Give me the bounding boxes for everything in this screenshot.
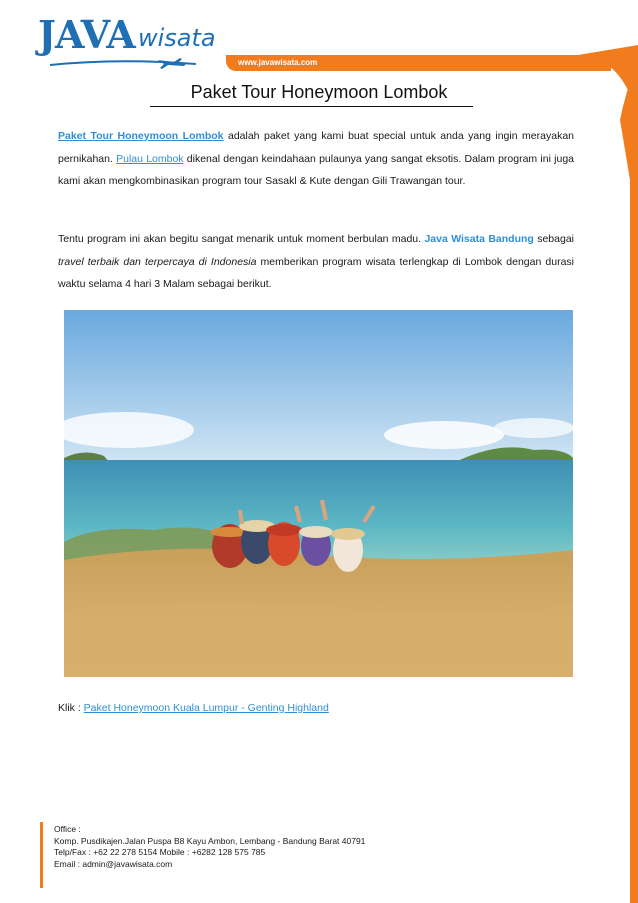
java-wisata-bandung-link[interactable]: Java Wisata Bandung [424, 233, 534, 245]
para2-italic: travel terbaik dan terpercaya di Indonesia [58, 255, 257, 268]
para1-text2: dikenal dengan keindahaan pulaunya yang sangat eksotis. Dalam program ini juga kami akan mengkombinasikan program tour Sasakl & Kute dengan Gili Trawangan tour. [58, 152, 574, 187]
lombok-beach-photo [64, 310, 573, 677]
para1-text1: adalah paket yang kami buat special untuk anda yang ingin merayakan pernikahan. [58, 130, 574, 165]
klik-label: Klik : [58, 702, 84, 714]
javawisata-logo[interactable] [38, 12, 228, 70]
logo-java-text: JAVA [38, 12, 135, 57]
photo-illustration [64, 310, 573, 677]
intro-paragraph [58, 125, 574, 193]
footer-accent-bar [40, 822, 43, 888]
paket-honeymoon-kuala-lumpur-link[interactable]: Paket Honeymoon Kuala Lumpur - Genting Highland [83, 702, 329, 714]
related-link-line [58, 702, 329, 714]
footer-email[interactable]: Email : admin@javawisata.com [54, 858, 173, 869]
program-paragraph [58, 228, 574, 296]
para2-text3: memberikan program wisata terlengkap di Lombok dengan durasi waktu selama 4 hari 3 Malam sebagai berikut. [58, 255, 574, 290]
footer-office-label: Office : [54, 824, 81, 834]
website-url-banner[interactable]: www.javawisata.com [226, 55, 611, 71]
footer-address: Komp. Pusdikajen.Jalan Puspa B8 Kayu Ambon, Lembang - Bandung Barat 40791 [54, 835, 366, 846]
header [0, 0, 638, 78]
para2-text1: Tentu program ini akan begitu sangat menarik untuk moment berbulan madu. [58, 233, 425, 245]
logo-wisata-text: wisata [138, 24, 216, 52]
paket-tour-honeymoon-lombok-link[interactable]: Paket Tour Honeymoon Lombok [58, 130, 224, 142]
right-edge-decoration [616, 60, 638, 903]
page-title: Paket Tour Honeymoon Lombok [190, 82, 448, 102]
title-underline [150, 106, 473, 107]
footer-phone: Telp/Fax : +62 22 278 5154 Mobile : +6282 128 575 785 [54, 847, 266, 857]
pulau-lombok-link[interactable]: Pulau Lombok [116, 152, 184, 165]
para2-text2: sebagai [533, 233, 574, 245]
footer-contact [54, 824, 365, 870]
airplane-icon [48, 56, 198, 70]
